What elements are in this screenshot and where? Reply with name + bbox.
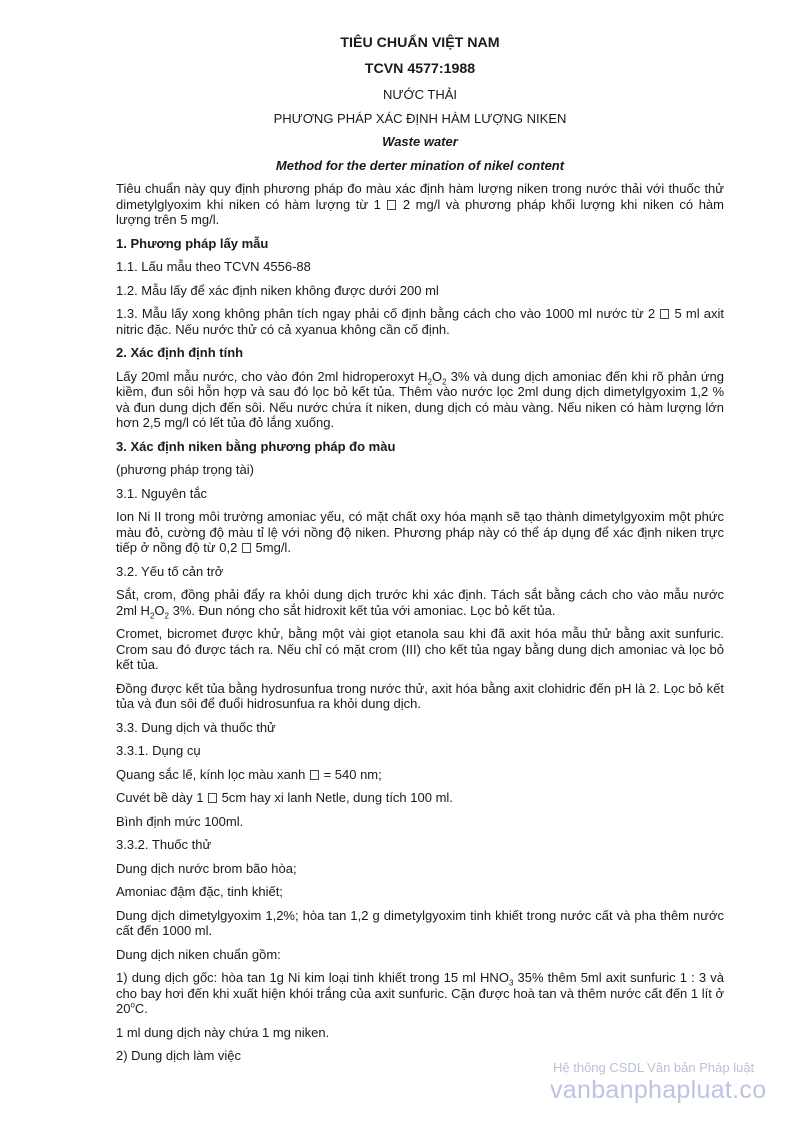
equipment-item-flask: Bình định mức 100ml.	[116, 813, 244, 829]
english-subject: Waste water	[382, 134, 458, 149]
section-2-paragraph: Lấy 20ml mẫu nước, cho vào đón 2ml hidroperoxyt $H_2O_2$ 3% và dung dịch amoniac đến khi rõ phản ứng kiềm, đun sôi hỗn hợp và sau đó lọc bỏ kết tủa. Thêm vào nước lọc 2ml dung dịch dimetylgyoxim 1,2 % và đun dung dịch đến sôi. Nếu nước chứa ít niken, dung dịch có màu vàng. Nếu niken có hàm lượng lớn hơn 2,5 mg/l có lết tủa đỏ lắng xuống.	[116, 368, 724, 430]
equipment-item-photometer: Quang sắc lế, kính lọc màu xanh = 540 nm;	[116, 766, 382, 782]
watermark-caption: Hệ thống CSDL Văn bản Pháp luật	[553, 1060, 755, 1075]
equipment-item-cuvette: Cuvét bề dày 1 5cm hay xi lanh Netle, dung tích 100 ml.	[116, 790, 453, 805]
section-3-heading: 3. Xác định niken bằng phương pháp đo màu	[116, 438, 396, 454]
section-3-2-heading: 3.2. Yếu tố cản trở	[116, 563, 224, 579]
reagent-bromine: Dung dịch nước brom bão hòa;	[116, 860, 297, 876]
section-3-2-paragraph-3: Đồng được kết tủa bằng hydrosunfua trong nước thử, axit hóa bằng axit clohidric đến pH là 2. Lọc bỏ kết tủa và đun sôi để đuổi hidrosunfua ra khỏi dung dịch.	[116, 680, 724, 711]
section-1-heading: 1. Phương pháp lấy mẫu	[116, 235, 269, 251]
method-title: PHƯƠNG PHÁP XÁC ĐỊNH HÀM LƯỢNG NIKEN	[273, 110, 567, 126]
working-solution-heading: 2) Dung dịch làm việc	[116, 1048, 241, 1063]
section-1-2: 1.2. Mẫu lấy để xác định niken không được dưới 200 ml	[116, 282, 439, 298]
section-3-1-paragraph: Ion Ni II trong môi trường amoniac yếu, có mặt chất oxy hóa mạnh sẽ tạo thành dimetylgyoxim một phức màu đỏ, cường độ màu tỉ lệ với nồng độ niken. Phương pháp này có thể áp dụng để xác định niken trực tiếp ở nồng độ từ 0,2 5mg/l.	[116, 509, 724, 555]
section-3-3-1-heading: 3.3.1. Dụng cụ	[116, 743, 201, 758]
reagent-dimethylglyoxime: Dung dịch dimetylgyoxim 1,2%; hòa tan 1,2 g dimetylgyoxim tinh khiết trong nước cất và pha thêm nước cất đến 1000 ml.	[116, 907, 724, 938]
section-3-2-paragraph-1: Sắt, crom, đồng phải đẩy ra khỏi dung dịch trước khi xác định. Tách sắt bằng cách cho vào mẫu nước 2ml $H_2O_2$ 3%. Đun nóng cho sắt hidroxit kết tủa với amoniac. Lọc bỏ kết tủa.	[116, 587, 724, 621]
missing-glyph-box	[387, 200, 396, 210]
section-3-2-paragraph-2: Cromet, bicromet được khử, bằng một vài giọt etanola sau khi đã axit hóa mẫu thử bằng axit sunfuric. Crom sau đó được tách ra. Nếu chỉ có mặt crom (III) cho kết tủa ngay bằng dung dịch amoniac và lọc bỏ kết tủa.	[116, 626, 724, 672]
missing-glyph-box	[242, 543, 251, 553]
intro-paragraph: Tiêu chuẩn này quy định phương pháp đo màu xác định hàm lượng niken trong nước thải với thuốc thử dimetylglyoxim khi niken có hàm lượng từ 1 2 mg/l và phương pháp khối lượng khi niken có hàm lượng trên 5 mg/l.	[116, 181, 724, 227]
english-method: Method for the derter mination of nikel content	[275, 157, 565, 173]
document-body	[116, 36, 724, 1072]
section-2-heading: 2. Xác định định tính	[116, 345, 244, 360]
section-3-3-heading: 3.3. Dung dịch và thuốc thử	[116, 719, 276, 735]
stock-solution-note: 1 ml dung dịch này chứa 1 mg niken.	[116, 1024, 330, 1040]
section-3-1-heading: 3.1. Nguyên tắc	[116, 485, 208, 501]
subject-title: NƯỚC THẢI	[382, 87, 457, 102]
stock-solution-paragraph: 1) dung dịch gốc: hòa tan 1g Ni kim loại tinh khiết trong 15 ml $HNO_3$ 35% thêm 5ml axit sunfuric 1 : 3 và cho bay hơi đến khi xuất hiện khói trắng của axit sunfuric. Cặn được hoà tan và thêm nước cất đến 1 lít ở 20$^o$C.	[116, 970, 724, 1016]
missing-glyph-box	[208, 793, 217, 803]
standard-country-title: TIÊU CHUẨN VIỆT NAM	[340, 35, 500, 51]
reagent-nickel-standard: Dung dịch niken chuẩn gồm:	[116, 946, 281, 962]
section-1-1: 1.1. Lấu mẫu theo TCVN 4556-88	[116, 259, 311, 274]
missing-glyph-box	[660, 309, 669, 319]
section-1-3: 1.3. Mẫu lấy xong không phân tích ngay phải cố định bằng cách cho vào 1000 ml nước từ 2 5 ml axit nitric đặc. Nếu nước thử có cả xyanua không cần cố định.	[116, 306, 725, 337]
section-3-note: (phương pháp trọng tài)	[116, 462, 254, 477]
section-3-3-2-heading: 3.3.2. Thuốc thử	[116, 837, 212, 852]
standard-code: TCVN 4577:1988	[364, 60, 476, 77]
missing-glyph-box	[310, 770, 319, 780]
watermark-logo-text: vanbanphapluat.co	[550, 1076, 767, 1104]
reagent-ammonia: Amoniac đậm đặc, tinh khiết;	[116, 884, 283, 899]
